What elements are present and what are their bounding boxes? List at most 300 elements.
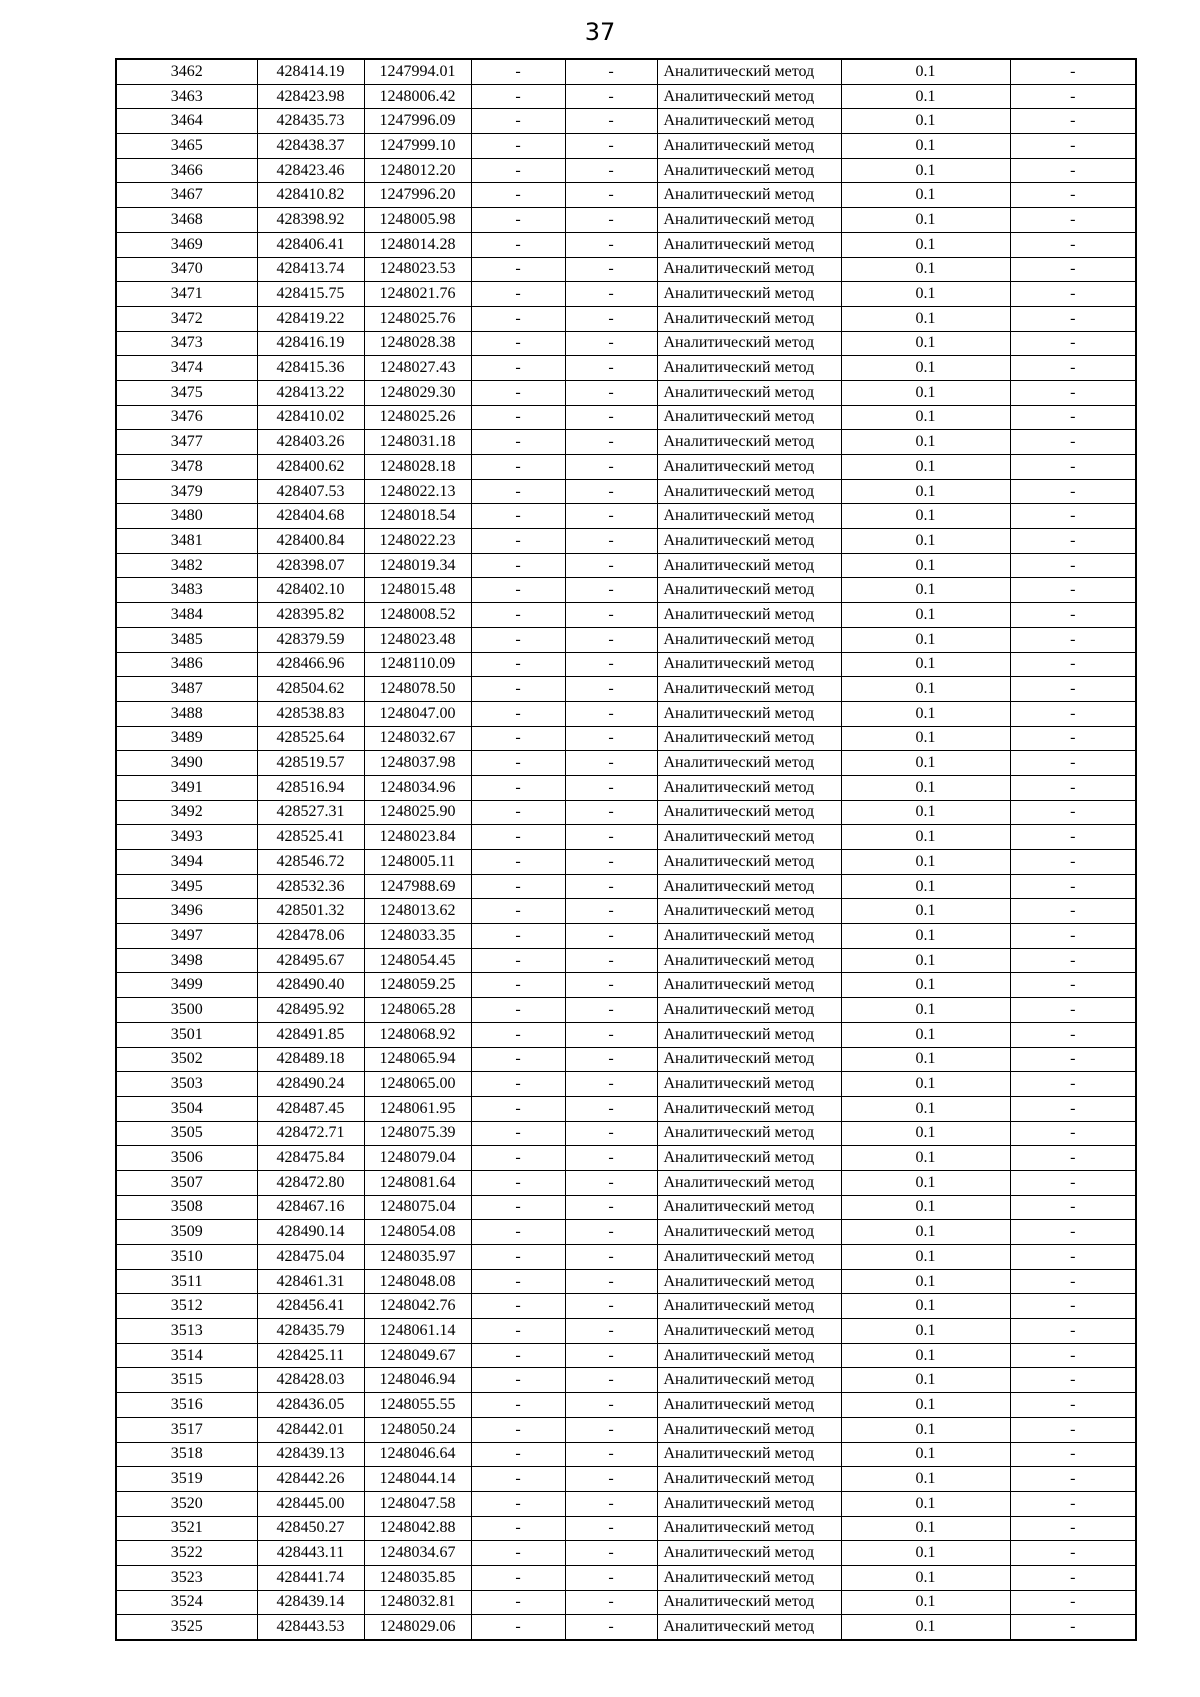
method-cell: Аналитический метод <box>657 405 841 430</box>
table-row <box>116 430 1136 455</box>
method-cell: Аналитический метод <box>657 479 841 504</box>
precision-cell: 0.1 <box>841 1343 1010 1368</box>
table-row <box>116 257 1136 282</box>
dash-cell-3: - <box>1010 553 1136 578</box>
y-coordinate-cell: 1248035.85 <box>364 1565 471 1590</box>
y-coordinate-cell: 1248013.62 <box>364 899 471 924</box>
point-number-cell: 3503 <box>116 1072 257 1097</box>
table-row <box>116 1516 1136 1541</box>
y-coordinate-cell: 1248029.06 <box>364 1615 471 1640</box>
method-cell: Аналитический метод <box>657 998 841 1023</box>
dash-cell-2: - <box>565 1491 657 1516</box>
precision-cell: 0.1 <box>841 208 1010 233</box>
method-cell: Аналитический метод <box>657 1343 841 1368</box>
point-number-cell: 3517 <box>116 1417 257 1442</box>
table-row <box>116 479 1136 504</box>
dash-cell-2: - <box>565 1442 657 1467</box>
dash-cell-3: - <box>1010 1170 1136 1195</box>
dash-cell-1: - <box>471 134 565 159</box>
dash-cell-3: - <box>1010 1096 1136 1121</box>
method-cell: Аналитический метод <box>657 529 841 554</box>
dash-cell-3: - <box>1010 134 1136 159</box>
dash-cell-1: - <box>471 1096 565 1121</box>
table-row <box>116 504 1136 529</box>
point-number-cell: 3485 <box>116 627 257 652</box>
dash-cell-2: - <box>565 1245 657 1270</box>
x-coordinate-cell: 428413.74 <box>257 257 364 282</box>
table-row <box>116 874 1136 899</box>
point-number-cell: 3493 <box>116 825 257 850</box>
table-row <box>116 134 1136 159</box>
table-row <box>116 183 1136 208</box>
dash-cell-2: - <box>565 405 657 430</box>
y-coordinate-cell: 1248023.84 <box>364 825 471 850</box>
y-coordinate-cell: 1248061.95 <box>364 1096 471 1121</box>
point-number-cell: 3492 <box>116 800 257 825</box>
point-number-cell: 3509 <box>116 1220 257 1245</box>
dash-cell-2: - <box>565 504 657 529</box>
dash-cell-1: - <box>471 825 565 850</box>
dash-cell-2: - <box>565 751 657 776</box>
x-coordinate-cell: 428443.53 <box>257 1615 364 1640</box>
table-row <box>116 1170 1136 1195</box>
point-number-cell: 3462 <box>116 59 257 84</box>
dash-cell-1: - <box>471 1195 565 1220</box>
x-coordinate-cell: 428490.24 <box>257 1072 364 1097</box>
point-number-cell: 3512 <box>116 1294 257 1319</box>
dash-cell-3: - <box>1010 479 1136 504</box>
y-coordinate-cell: 1248046.64 <box>364 1442 471 1467</box>
method-cell: Аналитический метод <box>657 1590 841 1615</box>
precision-cell: 0.1 <box>841 1615 1010 1640</box>
y-coordinate-cell: 1248042.76 <box>364 1294 471 1319</box>
precision-cell: 0.1 <box>841 1022 1010 1047</box>
precision-cell: 0.1 <box>841 1220 1010 1245</box>
method-cell: Аналитический метод <box>657 1368 841 1393</box>
dash-cell-2: - <box>565 874 657 899</box>
y-coordinate-cell: 1248078.50 <box>364 677 471 702</box>
x-coordinate-cell: 428441.74 <box>257 1565 364 1590</box>
y-coordinate-cell: 1248014.28 <box>364 232 471 257</box>
point-number-cell: 3469 <box>116 232 257 257</box>
x-coordinate-cell: 428450.27 <box>257 1516 364 1541</box>
dash-cell-3: - <box>1010 899 1136 924</box>
method-cell: Аналитический метод <box>657 874 841 899</box>
dash-cell-3: - <box>1010 282 1136 307</box>
dash-cell-3: - <box>1010 800 1136 825</box>
precision-cell: 0.1 <box>841 578 1010 603</box>
method-cell: Аналитический метод <box>657 84 841 109</box>
dash-cell-2: - <box>565 850 657 875</box>
y-coordinate-cell: 1248033.35 <box>364 924 471 949</box>
method-cell: Аналитический метод <box>657 59 841 84</box>
table-row <box>116 158 1136 183</box>
point-number-cell: 3513 <box>116 1319 257 1344</box>
y-coordinate-cell: 1248008.52 <box>364 603 471 628</box>
dash-cell-1: - <box>471 356 565 381</box>
method-cell: Аналитический метод <box>657 726 841 751</box>
y-coordinate-cell: 1248015.48 <box>364 578 471 603</box>
table-row <box>116 59 1136 84</box>
dash-cell-3: - <box>1010 1417 1136 1442</box>
table-row <box>116 948 1136 973</box>
table-row <box>116 1590 1136 1615</box>
dash-cell-3: - <box>1010 405 1136 430</box>
table-row <box>116 380 1136 405</box>
table-row <box>116 356 1136 381</box>
x-coordinate-cell: 428487.45 <box>257 1096 364 1121</box>
x-coordinate-cell: 428419.22 <box>257 306 364 331</box>
table-row <box>116 306 1136 331</box>
point-number-cell: 3495 <box>116 874 257 899</box>
dash-cell-1: - <box>471 1516 565 1541</box>
x-coordinate-cell: 428423.98 <box>257 84 364 109</box>
dash-cell-1: - <box>471 1590 565 1615</box>
x-coordinate-cell: 428527.31 <box>257 800 364 825</box>
y-coordinate-cell: 1248034.67 <box>364 1541 471 1566</box>
precision-cell: 0.1 <box>841 627 1010 652</box>
y-coordinate-cell: 1248054.45 <box>364 948 471 973</box>
point-number-cell: 3499 <box>116 973 257 998</box>
method-cell: Аналитический метод <box>657 603 841 628</box>
precision-cell: 0.1 <box>841 775 1010 800</box>
dash-cell-3: - <box>1010 84 1136 109</box>
x-coordinate-cell: 428495.92 <box>257 998 364 1023</box>
dash-cell-2: - <box>565 430 657 455</box>
dash-cell-1: - <box>471 455 565 480</box>
table-row <box>116 109 1136 134</box>
method-cell: Аналитический метод <box>657 1121 841 1146</box>
dash-cell-1: - <box>471 1319 565 1344</box>
dash-cell-1: - <box>471 1220 565 1245</box>
dash-cell-2: - <box>565 306 657 331</box>
table-row <box>116 726 1136 751</box>
table-row <box>116 1565 1136 1590</box>
precision-cell: 0.1 <box>841 1146 1010 1171</box>
dash-cell-2: - <box>565 1170 657 1195</box>
y-coordinate-cell: 1248065.00 <box>364 1072 471 1097</box>
dash-cell-2: - <box>565 109 657 134</box>
dash-cell-3: - <box>1010 652 1136 677</box>
coordinates-table <box>115 58 1137 1641</box>
precision-cell: 0.1 <box>841 751 1010 776</box>
dash-cell-3: - <box>1010 1022 1136 1047</box>
precision-cell: 0.1 <box>841 1294 1010 1319</box>
precision-cell: 0.1 <box>841 1516 1010 1541</box>
point-number-cell: 3498 <box>116 948 257 973</box>
dash-cell-2: - <box>565 652 657 677</box>
method-cell: Аналитический метод <box>657 1393 841 1418</box>
precision-cell: 0.1 <box>841 356 1010 381</box>
table-row <box>116 751 1136 776</box>
y-coordinate-cell: 1248021.76 <box>364 282 471 307</box>
x-coordinate-cell: 428395.82 <box>257 603 364 628</box>
method-cell: Аналитический метод <box>657 800 841 825</box>
point-number-cell: 3511 <box>116 1269 257 1294</box>
y-coordinate-cell: 1248025.90 <box>364 800 471 825</box>
dash-cell-2: - <box>565 998 657 1023</box>
x-coordinate-cell: 428404.68 <box>257 504 364 529</box>
y-coordinate-cell: 1247999.10 <box>364 134 471 159</box>
dash-cell-3: - <box>1010 1491 1136 1516</box>
table-row <box>116 1294 1136 1319</box>
dash-cell-2: - <box>565 1541 657 1566</box>
table-row <box>116 84 1136 109</box>
dash-cell-2: - <box>565 603 657 628</box>
y-coordinate-cell: 1248081.64 <box>364 1170 471 1195</box>
x-coordinate-cell: 428491.85 <box>257 1022 364 1047</box>
point-number-cell: 3501 <box>116 1022 257 1047</box>
precision-cell: 0.1 <box>841 1565 1010 1590</box>
dash-cell-2: - <box>565 208 657 233</box>
dash-cell-1: - <box>471 84 565 109</box>
table-row <box>116 1319 1136 1344</box>
method-cell: Аналитический метод <box>657 1565 841 1590</box>
y-coordinate-cell: 1248022.13 <box>364 479 471 504</box>
method-cell: Аналитический метод <box>657 455 841 480</box>
dash-cell-1: - <box>471 430 565 455</box>
table-row <box>116 825 1136 850</box>
point-number-cell: 3506 <box>116 1146 257 1171</box>
table-row <box>116 1022 1136 1047</box>
point-number-cell: 3496 <box>116 899 257 924</box>
y-coordinate-cell: 1248023.53 <box>364 257 471 282</box>
dash-cell-1: - <box>471 1146 565 1171</box>
dash-cell-3: - <box>1010 973 1136 998</box>
point-number-cell: 3504 <box>116 1096 257 1121</box>
point-number-cell: 3475 <box>116 380 257 405</box>
y-coordinate-cell: 1248006.42 <box>364 84 471 109</box>
table-row <box>116 627 1136 652</box>
point-number-cell: 3482 <box>116 553 257 578</box>
point-number-cell: 3479 <box>116 479 257 504</box>
y-coordinate-cell: 1248012.20 <box>364 158 471 183</box>
dash-cell-1: - <box>471 998 565 1023</box>
y-coordinate-cell: 1248049.67 <box>364 1343 471 1368</box>
dash-cell-1: - <box>471 1047 565 1072</box>
y-coordinate-cell: 1248018.54 <box>364 504 471 529</box>
dash-cell-1: - <box>471 1022 565 1047</box>
point-number-cell: 3471 <box>116 282 257 307</box>
precision-cell: 0.1 <box>841 973 1010 998</box>
precision-cell: 0.1 <box>841 282 1010 307</box>
x-coordinate-cell: 428415.36 <box>257 356 364 381</box>
dash-cell-2: - <box>565 578 657 603</box>
dash-cell-3: - <box>1010 1195 1136 1220</box>
dash-cell-1: - <box>471 775 565 800</box>
table-row <box>116 1072 1136 1097</box>
precision-cell: 0.1 <box>841 726 1010 751</box>
table-row <box>116 1195 1136 1220</box>
dash-cell-1: - <box>471 751 565 776</box>
method-cell: Аналитический метод <box>657 850 841 875</box>
dash-cell-3: - <box>1010 775 1136 800</box>
y-coordinate-cell: 1248035.97 <box>364 1245 471 1270</box>
dash-cell-1: - <box>471 553 565 578</box>
y-coordinate-cell: 1247996.20 <box>364 183 471 208</box>
y-coordinate-cell: 1248110.09 <box>364 652 471 677</box>
y-coordinate-cell: 1248044.14 <box>364 1467 471 1492</box>
table-row <box>116 1146 1136 1171</box>
dash-cell-2: - <box>565 1467 657 1492</box>
dash-cell-3: - <box>1010 380 1136 405</box>
table-row <box>116 405 1136 430</box>
dash-cell-2: - <box>565 84 657 109</box>
dash-cell-2: - <box>565 455 657 480</box>
method-cell: Аналитический метод <box>657 553 841 578</box>
method-cell: Аналитический метод <box>657 627 841 652</box>
method-cell: Аналитический метод <box>657 1195 841 1220</box>
y-coordinate-cell: 1248046.94 <box>364 1368 471 1393</box>
method-cell: Аналитический метод <box>657 1541 841 1566</box>
method-cell: Аналитический метод <box>657 1442 841 1467</box>
dash-cell-2: - <box>565 1368 657 1393</box>
point-number-cell: 3523 <box>116 1565 257 1590</box>
point-number-cell: 3497 <box>116 924 257 949</box>
x-coordinate-cell: 428400.84 <box>257 529 364 554</box>
dash-cell-2: - <box>565 825 657 850</box>
dash-cell-2: - <box>565 899 657 924</box>
precision-cell: 0.1 <box>841 430 1010 455</box>
dash-cell-3: - <box>1010 578 1136 603</box>
dash-cell-1: - <box>471 380 565 405</box>
point-number-cell: 3465 <box>116 134 257 159</box>
precision-cell: 0.1 <box>841 1319 1010 1344</box>
y-coordinate-cell: 1248019.34 <box>364 553 471 578</box>
x-coordinate-cell: 428516.94 <box>257 775 364 800</box>
y-coordinate-cell: 1248025.76 <box>364 306 471 331</box>
precision-cell: 0.1 <box>841 1269 1010 1294</box>
x-coordinate-cell: 428532.36 <box>257 874 364 899</box>
precision-cell: 0.1 <box>841 331 1010 356</box>
y-coordinate-cell: 1248075.04 <box>364 1195 471 1220</box>
y-coordinate-cell: 1247988.69 <box>364 874 471 899</box>
x-coordinate-cell: 428538.83 <box>257 701 364 726</box>
point-number-cell: 3525 <box>116 1615 257 1640</box>
dash-cell-2: - <box>565 800 657 825</box>
precision-cell: 0.1 <box>841 652 1010 677</box>
point-number-cell: 3516 <box>116 1393 257 1418</box>
precision-cell: 0.1 <box>841 998 1010 1023</box>
dash-cell-2: - <box>565 775 657 800</box>
precision-cell: 0.1 <box>841 1170 1010 1195</box>
dash-cell-3: - <box>1010 1393 1136 1418</box>
point-number-cell: 3489 <box>116 726 257 751</box>
dash-cell-3: - <box>1010 1590 1136 1615</box>
method-cell: Аналитический метод <box>657 1467 841 1492</box>
point-number-cell: 3500 <box>116 998 257 1023</box>
dash-cell-1: - <box>471 59 565 84</box>
x-coordinate-cell: 428495.67 <box>257 948 364 973</box>
point-number-cell: 3505 <box>116 1121 257 1146</box>
precision-cell: 0.1 <box>841 1590 1010 1615</box>
dash-cell-1: - <box>471 1565 565 1590</box>
precision-cell: 0.1 <box>841 1541 1010 1566</box>
precision-cell: 0.1 <box>841 183 1010 208</box>
dash-cell-1: - <box>471 1442 565 1467</box>
table-row <box>116 652 1136 677</box>
method-cell: Аналитический метод <box>657 652 841 677</box>
table-row <box>116 800 1136 825</box>
table-row <box>116 677 1136 702</box>
dash-cell-1: - <box>471 158 565 183</box>
dash-cell-3: - <box>1010 874 1136 899</box>
dash-cell-1: - <box>471 1269 565 1294</box>
precision-cell: 0.1 <box>841 306 1010 331</box>
dash-cell-3: - <box>1010 1368 1136 1393</box>
dash-cell-2: - <box>565 1294 657 1319</box>
dash-cell-2: - <box>565 1319 657 1344</box>
dash-cell-2: - <box>565 1615 657 1640</box>
table-row <box>116 1096 1136 1121</box>
point-number-cell: 3494 <box>116 850 257 875</box>
x-coordinate-cell: 428466.96 <box>257 652 364 677</box>
x-coordinate-cell: 428416.19 <box>257 331 364 356</box>
y-coordinate-cell: 1248059.25 <box>364 973 471 998</box>
dash-cell-1: - <box>471 677 565 702</box>
precision-cell: 0.1 <box>841 553 1010 578</box>
x-coordinate-cell: 428489.18 <box>257 1047 364 1072</box>
table-row <box>116 331 1136 356</box>
dash-cell-2: - <box>565 924 657 949</box>
y-coordinate-cell: 1247996.09 <box>364 109 471 134</box>
dash-cell-2: - <box>565 1565 657 1590</box>
dash-cell-2: - <box>565 1220 657 1245</box>
y-coordinate-cell: 1248061.14 <box>364 1319 471 1344</box>
method-cell: Аналитический метод <box>657 677 841 702</box>
y-coordinate-cell: 1248068.92 <box>364 1022 471 1047</box>
y-coordinate-cell: 1248065.28 <box>364 998 471 1023</box>
point-number-cell: 3488 <box>116 701 257 726</box>
dash-cell-1: - <box>471 479 565 504</box>
precision-cell: 0.1 <box>841 701 1010 726</box>
table-row <box>116 1417 1136 1442</box>
dash-cell-2: - <box>565 1072 657 1097</box>
x-coordinate-cell: 428406.41 <box>257 232 364 257</box>
point-number-cell: 3466 <box>116 158 257 183</box>
method-cell: Аналитический метод <box>657 282 841 307</box>
table-row <box>116 282 1136 307</box>
x-coordinate-cell: 428428.03 <box>257 1368 364 1393</box>
table-row <box>116 1343 1136 1368</box>
dash-cell-3: - <box>1010 948 1136 973</box>
dash-cell-1: - <box>471 652 565 677</box>
dash-cell-2: - <box>565 677 657 702</box>
dash-cell-3: - <box>1010 1541 1136 1566</box>
dash-cell-1: - <box>471 627 565 652</box>
point-number-cell: 3481 <box>116 529 257 554</box>
x-coordinate-cell: 428379.59 <box>257 627 364 652</box>
table-row <box>116 701 1136 726</box>
dash-cell-1: - <box>471 578 565 603</box>
y-coordinate-cell: 1248050.24 <box>364 1417 471 1442</box>
method-cell: Аналитический метод <box>657 1072 841 1097</box>
dash-cell-3: - <box>1010 1146 1136 1171</box>
dash-cell-3: - <box>1010 677 1136 702</box>
dash-cell-2: - <box>565 1195 657 1220</box>
table-row <box>116 208 1136 233</box>
dash-cell-1: - <box>471 1294 565 1319</box>
dash-cell-2: - <box>565 1146 657 1171</box>
dash-cell-3: - <box>1010 1294 1136 1319</box>
dash-cell-1: - <box>471 1343 565 1368</box>
table-body <box>116 59 1136 1640</box>
dash-cell-3: - <box>1010 1343 1136 1368</box>
x-coordinate-cell: 428504.62 <box>257 677 364 702</box>
dash-cell-3: - <box>1010 306 1136 331</box>
y-coordinate-cell: 1248048.08 <box>364 1269 471 1294</box>
point-number-cell: 3464 <box>116 109 257 134</box>
